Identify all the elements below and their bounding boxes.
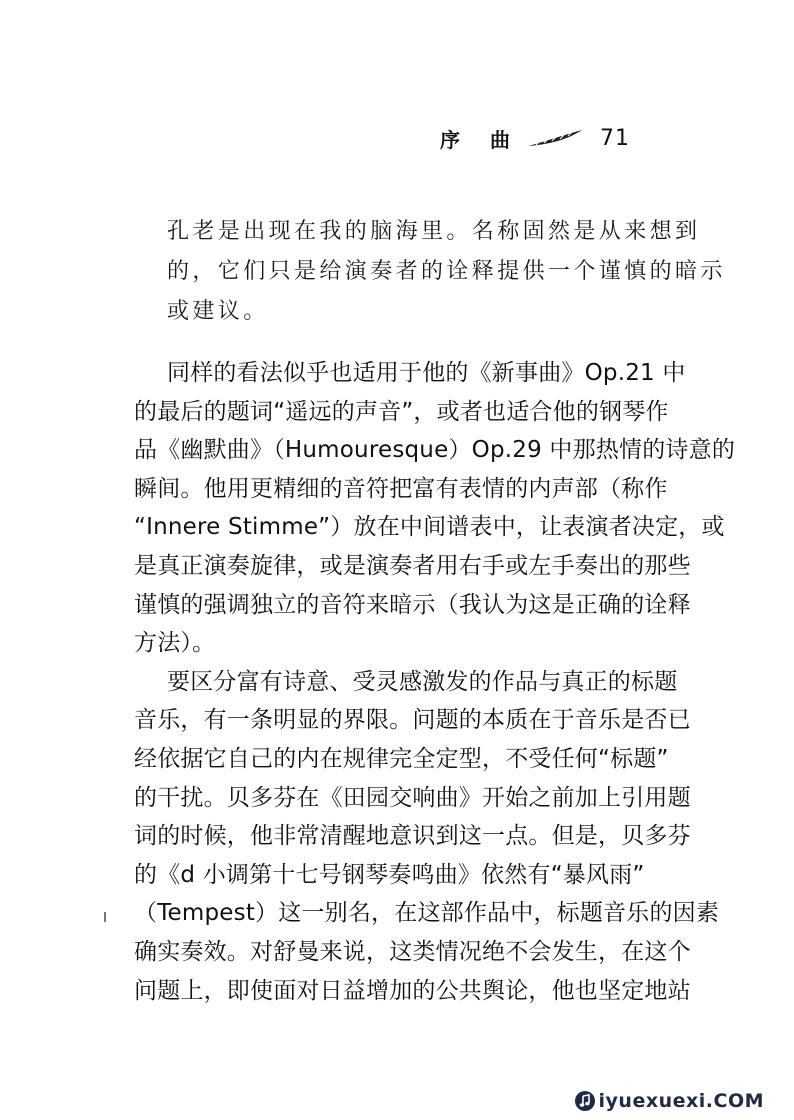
quote-line: 孔老是出现在我的脑海里。名称固然是从来想到	[167, 219, 701, 244]
paragraph-line: 词的时候，他非常清醒地意识到这一点。但是，贝多芬	[134, 823, 691, 850]
watermark-text: iyuexuexi.COM	[598, 1090, 764, 1112]
paragraph-line: （Tempest）这一别名，在这部作品中，标题音乐的因素	[134, 900, 720, 927]
paragraph-line: 问题上，即使面对日益增加的公共舆论，他也坚定地站	[134, 977, 691, 1004]
paragraph-line: 的最后的题词“遥远的声音”，或者也适合他的钢琴作	[134, 398, 669, 425]
paragraph-line: 瞬间。他用更精细的音符把富有表情的内声部（称作	[134, 475, 668, 502]
page-number: 71	[600, 125, 630, 151]
body-text	[134, 354, 736, 1010]
paragraph-line: 要区分富有诗意、受灵感激发的作品与真正的标题	[167, 668, 678, 695]
quote-line: 或建议。	[167, 299, 269, 324]
paragraph-line: 品《幽默曲》（Humouresque）Op.29 中那热情的诗意的	[134, 437, 736, 464]
paragraph-line: 音乐，有一条明显的界限。问题的本质在于音乐是否已	[134, 707, 691, 734]
music-note-icon	[574, 1090, 596, 1112]
paragraph-line: 确实奏效。对舒曼来说，这类情况绝不会发生，在这个	[134, 938, 691, 965]
running-header	[440, 118, 630, 158]
paragraph-line: 是真正演奏旋律，或是演奏者用右手或左手奏出的那些	[134, 552, 691, 579]
paragraph-line: 的《d 小调第十七号钢琴奏鸣曲》依然有“暴风雨”	[134, 861, 645, 888]
paragraph-line: 经依据它自己的内在规律完全定型，不受任何“标题”	[134, 745, 669, 772]
quoted-passage	[167, 212, 726, 332]
site-watermark	[574, 1090, 764, 1112]
paragraph-line: 谨慎的强调独立的音符来暗示（我认为这是正确的诠释	[134, 591, 691, 618]
paragraph-line: 同样的看法似乎也适用于他的《新事曲》Op.21 中	[167, 360, 686, 386]
chapter-title: 序曲	[440, 127, 540, 152]
paragraph-line: 方法）。	[134, 630, 216, 657]
margin-mark	[104, 912, 106, 922]
paragraph-line: “Innere Stimme”）放在中间谱表中，让表演者决定，或	[134, 514, 725, 541]
paragraph-line: 的干扰。贝多芬在《田园交响曲》开始之前加上引用题	[134, 784, 691, 811]
quote-line: 的，它们只是给演奏者的诠释提供一个谨慎的暗示	[167, 259, 726, 284]
feather-ornament-icon	[526, 126, 586, 150]
